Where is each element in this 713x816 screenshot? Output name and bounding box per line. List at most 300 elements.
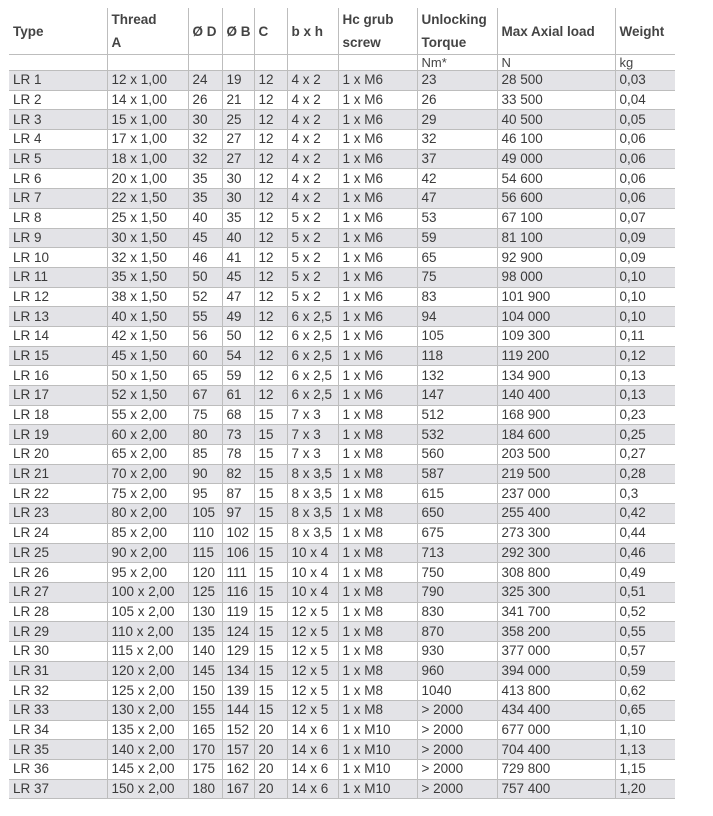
cell-max-axial-load: 377 000 [497,641,615,661]
table-row [9,445,675,465]
cell-unlocking-torque: 37 [417,149,497,169]
cell-diameter-d: 55 [188,307,222,327]
cell-max-axial-load: 413 800 [497,681,615,701]
cell-weight: 0,09 [615,248,675,268]
cell-diameter-d: 40 [188,208,222,228]
cell-max-axial-load: 729 800 [497,760,615,780]
cell-thread: 15 x 1,00 [107,110,188,130]
cell-unlocking-torque: 32 [417,130,497,150]
cell-type: LR 37 [9,779,107,799]
cell-weight: 0,13 [615,366,675,386]
cell-thread: 105 x 2,00 [107,602,188,622]
cell-weight: 0,04 [615,90,675,110]
cell-weight: 0,65 [615,701,675,721]
cell-weight: 0,06 [615,130,675,150]
unit-cell [254,55,287,71]
cell-max-axial-load: 81 100 [497,228,615,248]
cell-weight: 0,27 [615,445,675,465]
cell-b-x-h: 6 x 2,5 [287,386,338,406]
cell-max-axial-load: 28 500 [497,71,615,91]
cell-grub-screw: 1 x M8 [338,405,417,425]
cell-diameter-d: 140 [188,641,222,661]
cell-thread: 25 x 1,50 [107,208,188,228]
cell-b-x-h: 12 x 5 [287,701,338,721]
header-c: C [254,8,287,55]
cell-unlocking-torque: 512 [417,405,497,425]
cell-diameter-b: 162 [222,760,254,780]
cell-diameter-b: 124 [222,622,254,642]
cell-grub-screw: 1 x M8 [338,543,417,563]
cell-b-x-h: 6 x 2,5 [287,346,338,366]
cell-grub-screw: 1 x M6 [338,307,417,327]
cell-c: 20 [254,760,287,780]
cell-unlocking-torque: 132 [417,366,497,386]
cell-diameter-b: 102 [222,523,254,543]
cell-grub-screw: 1 x M8 [338,641,417,661]
unit-cell [9,55,107,71]
cell-max-axial-load: 757 400 [497,779,615,799]
unit-cell [287,55,338,71]
cell-b-x-h: 8 x 3,5 [287,484,338,504]
cell-thread: 100 x 2,00 [107,582,188,602]
cell-c: 15 [254,445,287,465]
cell-c: 12 [254,208,287,228]
table-row [9,208,675,228]
cell-b-x-h: 5 x 2 [287,208,338,228]
cell-unlocking-torque: > 2000 [417,701,497,721]
cell-grub-screw: 1 x M6 [338,130,417,150]
cell-grub-screw: 1 x M8 [338,622,417,642]
cell-diameter-b: 78 [222,445,254,465]
table-row [9,149,675,169]
lock-nut-spec-table [9,8,675,799]
header-max-axial-load: Max Axial load [497,8,615,55]
table-row [9,130,675,150]
cell-unlocking-torque: 59 [417,228,497,248]
cell-c: 15 [254,622,287,642]
cell-c: 12 [254,169,287,189]
table-row [9,701,675,721]
cell-diameter-d: 80 [188,425,222,445]
cell-unlocking-torque: 75 [417,267,497,287]
spec-table-container [9,8,675,799]
cell-type: LR 13 [9,307,107,327]
cell-thread: 50 x 1,50 [107,366,188,386]
cell-weight: 1,20 [615,779,675,799]
cell-grub-screw: 1 x M6 [338,149,417,169]
cell-c: 15 [254,464,287,484]
cell-weight: 0,03 [615,71,675,91]
cell-weight: 0,10 [615,267,675,287]
cell-unlocking-torque: 147 [417,386,497,406]
cell-thread: 80 x 2,00 [107,504,188,524]
table-row [9,661,675,681]
cell-max-axial-load: 325 300 [497,582,615,602]
cell-unlocking-torque: 26 [417,90,497,110]
cell-diameter-d: 60 [188,346,222,366]
cell-grub-screw: 1 x M8 [338,523,417,543]
cell-thread: 20 x 1,00 [107,169,188,189]
cell-type: LR 12 [9,287,107,307]
cell-diameter-d: 35 [188,169,222,189]
cell-unlocking-torque: 105 [417,326,497,346]
cell-thread: 90 x 2,00 [107,543,188,563]
cell-max-axial-load: 273 300 [497,523,615,543]
cell-max-axial-load: 104 000 [497,307,615,327]
cell-type: LR 5 [9,149,107,169]
cell-diameter-d: 26 [188,90,222,110]
cell-c: 12 [254,287,287,307]
cell-diameter-b: 129 [222,641,254,661]
cell-grub-screw: 1 x M6 [338,267,417,287]
cell-diameter-d: 180 [188,779,222,799]
cell-diameter-d: 125 [188,582,222,602]
cell-diameter-d: 67 [188,386,222,406]
cell-weight: 0,13 [615,386,675,406]
cell-type: LR 4 [9,130,107,150]
cell-grub-screw: 1 x M8 [338,445,417,465]
cell-diameter-d: 135 [188,622,222,642]
cell-b-x-h: 4 x 2 [287,110,338,130]
cell-max-axial-load: 394 000 [497,661,615,681]
table-row [9,523,675,543]
cell-thread: 22 x 1,50 [107,189,188,209]
cell-max-axial-load: 92 900 [497,248,615,268]
cell-grub-screw: 1 x M8 [338,582,417,602]
cell-max-axial-load: 358 200 [497,622,615,642]
cell-c: 20 [254,779,287,799]
cell-weight: 0,49 [615,563,675,583]
cell-weight: 0,57 [615,641,675,661]
cell-unlocking-torque: 83 [417,287,497,307]
table-row [9,386,675,406]
cell-max-axial-load: 119 200 [497,346,615,366]
cell-type: LR 21 [9,464,107,484]
cell-max-axial-load: 341 700 [497,602,615,622]
cell-c: 12 [254,267,287,287]
header-diameter-b: Ø B [222,8,254,55]
cell-type: LR 35 [9,740,107,760]
cell-type: LR 16 [9,366,107,386]
cell-max-axial-load: 237 000 [497,484,615,504]
cell-thread: 95 x 2,00 [107,563,188,583]
cell-weight: 1,15 [615,760,675,780]
cell-diameter-b: 106 [222,543,254,563]
cell-diameter-d: 56 [188,326,222,346]
cell-unlocking-torque: 587 [417,464,497,484]
cell-grub-screw: 1 x M6 [338,71,417,91]
cell-diameter-d: 35 [188,189,222,209]
cell-thread: 38 x 1,50 [107,287,188,307]
cell-c: 15 [254,701,287,721]
cell-c: 15 [254,582,287,602]
cell-diameter-b: 27 [222,149,254,169]
cell-c: 15 [254,661,287,681]
cell-weight: 0,62 [615,681,675,701]
cell-unlocking-torque: 713 [417,543,497,563]
cell-diameter-d: 165 [188,720,222,740]
cell-grub-screw: 1 x M8 [338,504,417,524]
cell-diameter-b: 82 [222,464,254,484]
cell-thread: 42 x 1,50 [107,326,188,346]
cell-diameter-b: 111 [222,563,254,583]
cell-diameter-b: 21 [222,90,254,110]
cell-diameter-d: 95 [188,484,222,504]
cell-max-axial-load: 56 600 [497,189,615,209]
cell-diameter-b: 30 [222,189,254,209]
cell-grub-screw: 1 x M6 [338,248,417,268]
cell-diameter-d: 32 [188,149,222,169]
cell-grub-screw: 1 x M6 [338,110,417,130]
cell-c: 15 [254,641,287,661]
cell-grub-screw: 1 x M8 [338,464,417,484]
cell-diameter-b: 97 [222,504,254,524]
unit-cell: kg [615,55,675,71]
cell-type: LR 33 [9,701,107,721]
unit-cell: N [497,55,615,71]
cell-diameter-d: 155 [188,701,222,721]
cell-type: LR 17 [9,386,107,406]
cell-thread: 18 x 1,00 [107,149,188,169]
cell-type: LR 9 [9,228,107,248]
table-row [9,267,675,287]
cell-type: LR 18 [9,405,107,425]
cell-grub-screw: 1 x M6 [338,287,417,307]
cell-unlocking-torque: 47 [417,189,497,209]
cell-b-x-h: 5 x 2 [287,228,338,248]
cell-grub-screw: 1 x M6 [338,169,417,189]
cell-grub-screw: 1 x M6 [338,366,417,386]
cell-type: LR 3 [9,110,107,130]
cell-b-x-h: 5 x 2 [287,248,338,268]
table-row [9,110,675,130]
cell-grub-screw: 1 x M8 [338,701,417,721]
header-unlocking-torque: Unlocking Torque [417,8,497,55]
cell-weight: 0,44 [615,523,675,543]
table-row [9,681,675,701]
cell-c: 15 [254,405,287,425]
cell-diameter-b: 30 [222,169,254,189]
cell-diameter-b: 19 [222,71,254,91]
cell-weight: 0,10 [615,287,675,307]
cell-weight: 0,3 [615,484,675,504]
cell-c: 12 [254,326,287,346]
cell-thread: 70 x 2,00 [107,464,188,484]
cell-unlocking-torque: 560 [417,445,497,465]
cell-unlocking-torque: 750 [417,563,497,583]
cell-max-axial-load: 134 900 [497,366,615,386]
header-type: Type [9,8,107,55]
cell-grub-screw: 1 x M6 [338,228,417,248]
cell-weight: 0,10 [615,307,675,327]
cell-type: LR 29 [9,622,107,642]
cell-c: 15 [254,602,287,622]
cell-c: 12 [254,366,287,386]
cell-b-x-h: 8 x 3,5 [287,504,338,524]
cell-diameter-b: 49 [222,307,254,327]
unit-cell [222,55,254,71]
cell-c: 12 [254,110,287,130]
table-row [9,169,675,189]
cell-thread: 65 x 2,00 [107,445,188,465]
cell-diameter-b: 54 [222,346,254,366]
cell-max-axial-load: 54 600 [497,169,615,189]
table-row [9,622,675,642]
units-row [9,55,675,71]
cell-diameter-d: 85 [188,445,222,465]
cell-weight: 0,06 [615,149,675,169]
table-row [9,189,675,209]
cell-max-axial-load: 184 600 [497,425,615,445]
cell-weight: 0,09 [615,228,675,248]
cell-diameter-b: 45 [222,267,254,287]
table-row [9,602,675,622]
cell-grub-screw: 1 x M10 [338,760,417,780]
header-weight: Weight [615,8,675,55]
cell-thread: 85 x 2,00 [107,523,188,543]
cell-max-axial-load: 98 000 [497,267,615,287]
cell-unlocking-torque: 65 [417,248,497,268]
cell-diameter-b: 157 [222,740,254,760]
table-row [9,366,675,386]
cell-type: LR 25 [9,543,107,563]
cell-diameter-b: 27 [222,130,254,150]
cell-type: LR 8 [9,208,107,228]
cell-weight: 1,13 [615,740,675,760]
cell-max-axial-load: 203 500 [497,445,615,465]
cell-diameter-b: 68 [222,405,254,425]
cell-thread: 12 x 1,00 [107,71,188,91]
cell-b-x-h: 4 x 2 [287,149,338,169]
cell-thread: 30 x 1,50 [107,228,188,248]
cell-type: LR 31 [9,661,107,681]
cell-max-axial-load: 109 300 [497,326,615,346]
cell-type: LR 7 [9,189,107,209]
table-row [9,346,675,366]
cell-unlocking-torque: 650 [417,504,497,524]
cell-b-x-h: 10 x 4 [287,543,338,563]
cell-weight: 0,05 [615,110,675,130]
cell-grub-screw: 1 x M8 [338,425,417,445]
header-row [9,8,675,55]
cell-thread: 55 x 2,00 [107,405,188,425]
cell-unlocking-torque: 118 [417,346,497,366]
unit-cell [107,55,188,71]
cell-weight: 0,59 [615,661,675,681]
cell-diameter-d: 110 [188,523,222,543]
cell-max-axial-load: 49 000 [497,149,615,169]
cell-c: 12 [254,386,287,406]
cell-weight: 0,07 [615,208,675,228]
cell-thread: 32 x 1,50 [107,248,188,268]
cell-max-axial-load: 292 300 [497,543,615,563]
cell-weight: 0,06 [615,169,675,189]
cell-weight: 0,46 [615,543,675,563]
cell-diameter-d: 52 [188,287,222,307]
cell-c: 20 [254,720,287,740]
cell-weight: 0,06 [615,189,675,209]
cell-diameter-b: 35 [222,208,254,228]
table-row [9,326,675,346]
cell-type: LR 1 [9,71,107,91]
cell-unlocking-torque: 42 [417,169,497,189]
table-row [9,484,675,504]
cell-grub-screw: 1 x M6 [338,208,417,228]
table-row [9,405,675,425]
cell-unlocking-torque: 23 [417,71,497,91]
table-row [9,779,675,799]
cell-unlocking-torque: 615 [417,484,497,504]
cell-diameter-b: 134 [222,661,254,681]
cell-unlocking-torque: > 2000 [417,740,497,760]
cell-unlocking-torque: 870 [417,622,497,642]
cell-type: LR 32 [9,681,107,701]
cell-thread: 35 x 1,50 [107,267,188,287]
cell-c: 15 [254,563,287,583]
cell-diameter-b: 139 [222,681,254,701]
cell-diameter-d: 65 [188,366,222,386]
cell-grub-screw: 1 x M6 [338,326,417,346]
table-row [9,582,675,602]
cell-c: 15 [254,504,287,524]
cell-b-x-h: 8 x 3,5 [287,523,338,543]
cell-b-x-h: 12 x 5 [287,641,338,661]
cell-b-x-h: 14 x 6 [287,760,338,780]
cell-max-axial-load: 168 900 [497,405,615,425]
cell-weight: 0,51 [615,582,675,602]
cell-diameter-b: 167 [222,779,254,799]
cell-c: 12 [254,130,287,150]
table-row [9,504,675,524]
cell-unlocking-torque: 960 [417,661,497,681]
cell-thread: 120 x 2,00 [107,661,188,681]
cell-thread: 40 x 1,50 [107,307,188,327]
cell-b-x-h: 12 x 5 [287,602,338,622]
cell-grub-screw: 1 x M8 [338,563,417,583]
cell-c: 12 [254,346,287,366]
cell-type: LR 14 [9,326,107,346]
cell-grub-screw: 1 x M8 [338,681,417,701]
cell-grub-screw: 1 x M8 [338,661,417,681]
cell-unlocking-torque: 830 [417,602,497,622]
cell-c: 15 [254,681,287,701]
cell-b-x-h: 12 x 5 [287,681,338,701]
cell-c: 15 [254,484,287,504]
cell-type: LR 34 [9,720,107,740]
cell-c: 20 [254,740,287,760]
cell-type: LR 26 [9,563,107,583]
cell-type: LR 36 [9,760,107,780]
cell-b-x-h: 14 x 6 [287,779,338,799]
table-row [9,71,675,91]
cell-b-x-h: 4 x 2 [287,130,338,150]
cell-b-x-h: 7 x 3 [287,445,338,465]
cell-type: LR 20 [9,445,107,465]
cell-grub-screw: 1 x M6 [338,189,417,209]
table-row [9,90,675,110]
cell-weight: 1,10 [615,720,675,740]
cell-diameter-b: 59 [222,366,254,386]
cell-diameter-d: 145 [188,661,222,681]
cell-b-x-h: 12 x 5 [287,661,338,681]
table-row [9,563,675,583]
cell-c: 12 [254,307,287,327]
cell-thread: 115 x 2,00 [107,641,188,661]
cell-b-x-h: 7 x 3 [287,405,338,425]
cell-b-x-h: 14 x 6 [287,720,338,740]
cell-diameter-d: 90 [188,464,222,484]
unit-cell: Nm* [417,55,497,71]
